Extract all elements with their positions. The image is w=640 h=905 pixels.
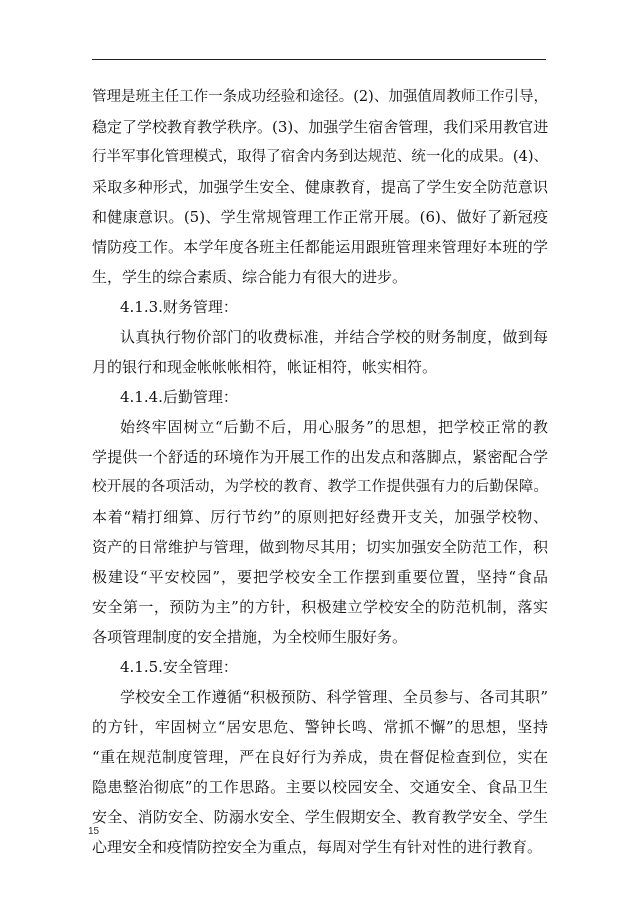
text-line: 安全、消防安全、防溺水安全、学生假期安全、教育教学安全、学生	[92, 808, 548, 826]
document-body	[92, 82, 548, 862]
text-line: 隐患整治彻底”的工作思路。主要以校园安全、交通安全、食品卫生	[92, 778, 548, 796]
text-line: 心理安全和疫情防控安全为重点，每周对学生有针对性的进行教育。	[92, 838, 543, 856]
text-line: 月的银行和现金帐帐帐相符，帐证相符，帐实相符。	[92, 358, 438, 376]
text-line: 和健康意识。(5)、学生常规管理工作正常开展。(6)、做好了新冠疫	[92, 208, 548, 226]
header-rule	[92, 59, 546, 60]
section-heading-safety: 4.1.5.安全管理：	[120, 658, 238, 676]
text-line: “重在规范制度管理，严在良好行为养成，贵在督促检查到位，实在	[92, 748, 548, 766]
text-line: 极建设“平安校园”，要把学校安全工作摆到重要位置，坚持“食品	[92, 568, 548, 586]
section-heading-logistics: 4.1.4.后勤管理：	[120, 388, 238, 406]
section-heading-finance: 4.1.3.财务管理：	[120, 298, 238, 316]
text-line: 的方针，牢固树立“居安思危、警钟长鸣、常抓不懈”的思想，坚持	[92, 718, 548, 736]
text-line: 校开展的各项活动，为学校的教育、教学工作提供强有力的后勤保障。	[92, 479, 548, 495]
text-line: 情防疫工作。本学年度各班主任都能运用跟班管理来管理好本班的学	[92, 238, 548, 256]
text-line: 资产的日常维护与管理，做到物尽其用；切实加强安全防范工作，积	[92, 538, 548, 556]
text-line: 采取多种形式，加强学生安全、健康教育，提高了学生安全防范意识	[92, 178, 548, 196]
text-line: 生，学生的综合素质、综合能力有很大的进步。	[92, 268, 408, 286]
text-line: 认真执行物价部门的收费标准，并结合学校的财务制度，做到每	[120, 328, 548, 346]
page-number: 15	[88, 826, 100, 837]
text-line: 本着“精打细算、厉行节约”的原则把好经费开支关，加强学校物、	[92, 508, 548, 526]
text-line: 行半军事化管理模式，取得了宿舍内务到达规范、统一化的成果。(4)、	[92, 149, 548, 165]
text-line: 管理是班主任工作一条成功经验和途径。(2)、加强值周教师工作引导，	[92, 89, 548, 105]
text-line: 各项管理制度的安全措施，为全校师生服好务。	[92, 628, 408, 646]
text-line: 始终牢固树立“后勤不后，用心服务”的思想，把学校正常的教	[120, 418, 548, 436]
text-line: 稳定了学校教育教学秩序。(3)、加强学生宿舍管理，我们采用教官进	[92, 118, 549, 136]
text-line: 安全第一，预防为主”的方针，积极建立学校安全的防范机制，落实	[92, 598, 548, 616]
text-line: 学校安全工作遵循“积极预防、科学管理、全员参与、各司其职”	[120, 688, 548, 706]
text-line: 学提供一个舒适的环境作为开展工作的出发点和落脚点，紧密配合学	[92, 448, 548, 466]
